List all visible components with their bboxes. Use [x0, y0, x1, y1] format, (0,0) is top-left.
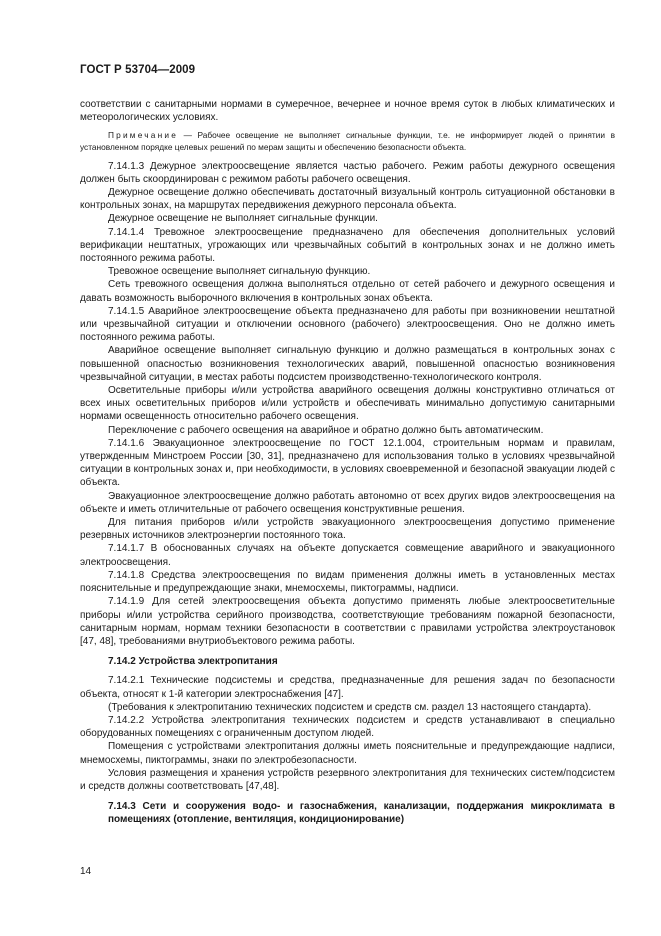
- body-paragraph: Аварийное освещение выполняет сигнальную функцию и должно размещаться в контрольных зонах с повышенной опасностью возникновения технологических аварий, повышенной опасностью возникновения чрезвычайной ситуации, в местах работы подсистем производственно-технологического контроля.: [80, 345, 615, 383]
- body-paragraph: Дежурное освещение не выполняет сигнальные функции.: [108, 213, 378, 225]
- body-paragraph: (Требования к электропитанию технических подсистем и средств см. раздел 13 настоящего стандарта).: [108, 701, 592, 713]
- page-number: 14: [80, 866, 92, 877]
- section-heading: 7.14.2 Устройства электропитания: [108, 656, 278, 668]
- body-paragraph: 7.14.1.3 Дежурное электроосвещение является частью рабочего. Режим работы дежурного освещения должен быть скоординирован с режимом работы рабочего освещения.: [80, 160, 615, 185]
- section-heading: 7.14.3 Сети и сооружения водо- и газоснабжения, канализации, поддержания микроклимата в помещениях (отопление, вентиляция, кондиционирование): [108, 801, 615, 826]
- body-paragraph: Сеть тревожного освещения должна выполняться отдельно от сетей рабочего и дежурного освещения и давать возможность выборочного включения в контрольных зонах объекта.: [80, 279, 615, 304]
- body-paragraph: 7.14.1.4 Тревожное электроосвещение предназначено для обеспечения дополнительных условий верификации нештатных, угрожающих или чрезвычайных событий в контрольных зонах и не должно иметь постоянного режима работы.: [80, 226, 615, 265]
- note-paragraph: [80, 130, 615, 153]
- body-paragraph: Для питания приборов и/или устройств эвакуационного электроосвещения допустимо применение резервных источников электроэнергии постоянного тока.: [80, 517, 615, 542]
- note-label: Примечание: [108, 130, 179, 141]
- body-paragraph: Осветительные приборы и/или устройства аварийного освещения должны конструктивно отличаться от всех иных осветительных приборов и/или устройств и обеспечивать минимально допустимую санитарными нормами освещенность относительно рабочего освещения.: [80, 385, 615, 423]
- body-paragraph: 7.14.1.6 Эвакуационное электроосвещение по ГОСТ 12.1.004, строительным нормам и правилам, утвержденным Минстроем России [30, 31], предназначено для использования только в условиях чрезвычайной ситуации в контрольных зонах и, при необходимости, в условиях своевременной и безопасной эвакуации людей с объекта.: [80, 437, 615, 489]
- document-body: [80, 98, 615, 827]
- note-text: — Рабочее освещение не выполняет сигнальные функции, т.е. не информирует людей о принятии в установленном порядке целевых решений по мерам защиты и обеспечению безопасности объекта.: [80, 130, 615, 152]
- body-paragraph: 7.14.1.7 В обоснованных случаях на объекте допускается совмещение аварийного и эвакуационного электроосвещения.: [80, 543, 615, 568]
- body-paragraph: 7.14.1.8 Средства электроосвещения по видам применения должны иметь в установленных местах пояснительные и предупреждающие знаки, мнемосхемы, пиктограммы, надписи.: [80, 569, 615, 595]
- body-paragraph: Переключение с рабочего освещения на аварийное и обратно должно быть автоматическим.: [108, 424, 544, 436]
- body-paragraph: 7.14.2.2 Устройства электропитания технических подсистем и средств устанавливают в специально оборудованных помещениях с ограниченным доступом людей.: [80, 714, 615, 740]
- body-paragraph: 7.14.1.5 Аварийное электроосвещение объекта предназначено для работы при возникновении нештатной или чрезвычайной ситуации и отключении основного (рабочего) электроосвещения. Оно не должно иметь постоянного режима работы.: [80, 305, 615, 344]
- document-header: ГОСТ Р 53704—2009: [80, 64, 196, 76]
- body-paragraph: Дежурное освещение должно обеспечивать достаточный визуальный контроль ситуационной обстановки в контрольных зонах, на маршрутах передвижения дежурного персонала объекта.: [80, 187, 615, 212]
- body-paragraph: Эвакуационное электроосвещение должно работать автономно от всех других видов электроосвещения на объекте и иметь отличительные от рабочего освещения конструктивные решения.: [80, 490, 615, 515]
- body-paragraph: соответствии с санитарными нормами в сумеречное, вечернее и ночное время суток в любых климатических и метеорологических условиях.: [80, 99, 615, 124]
- body-paragraph: Помещения с устройствами электропитания должны иметь пояснительные и предупреждающие надписи, мнемосхемы, пиктограммы, знаки по электробезопасности.: [80, 741, 615, 766]
- body-paragraph: 7.14.2.1 Технические подсистемы и средства, предназначенные для решения задач по безопасности объекта, относят к 1-й категории электроснабжения [47].: [80, 675, 615, 700]
- body-paragraph: 7.14.1.9 Для сетей электроосвещения объекта допустимо применять любые электроосветительные приборы и/или устройства серийного производства, соответствующие требованиям пожарной безопасности, санитарным нормам, нормам техники безопасности в соответствии с правилами устройства электроустановок [47, 48], требованиями внутриобъектового режима работы.: [80, 596, 615, 647]
- body-paragraph: Условия размещения и хранения устройств резервного электропитания для технических систем/подсистем и средств должны соответствовать [47,48].: [80, 767, 615, 792]
- body-paragraph: Тревожное освещение выполняет сигнальную функцию.: [108, 266, 371, 278]
